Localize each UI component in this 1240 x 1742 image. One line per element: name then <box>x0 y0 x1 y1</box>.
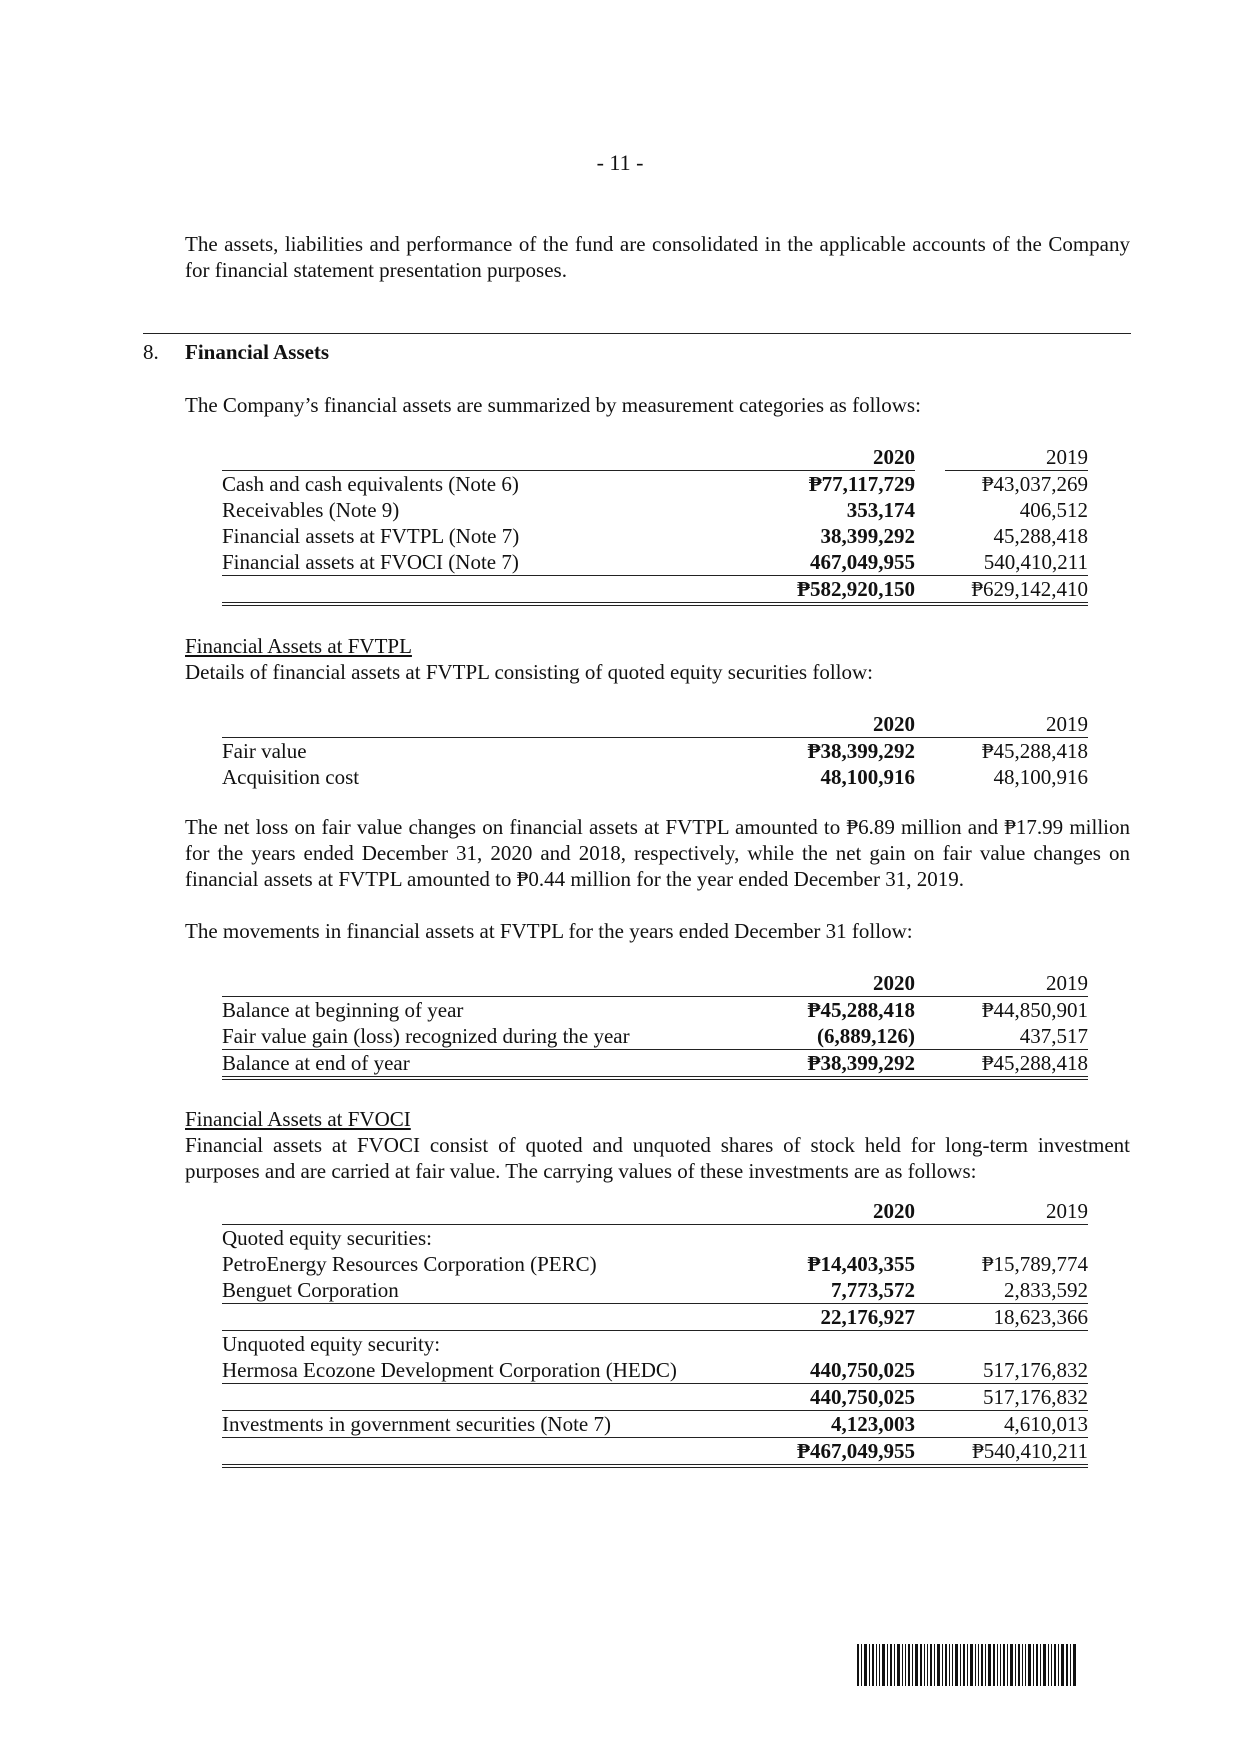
group-label-row <box>222 1331 1088 1358</box>
section-title: Financial Assets <box>185 340 330 364</box>
row-label: Cash and cash equivalents (Note 6) <box>222 471 695 498</box>
table-row <box>222 471 1088 498</box>
year-2019-header: 2019 <box>945 1198 1088 1225</box>
year-2020-header: 2020 <box>755 1198 915 1225</box>
unquoted-group-label: Unquoted equity security: <box>222 1332 441 1356</box>
value-2020: 440,750,025 <box>755 1357 915 1384</box>
row-label: Fair value <box>222 738 695 765</box>
value-2019: 45,288,418 <box>993 524 1088 548</box>
total-2020: ₱467,049,955 <box>755 1438 915 1467</box>
year-2019-header: 2019 <box>1046 712 1088 736</box>
table-row <box>222 523 1088 549</box>
table-row <box>222 764 1088 790</box>
table-row <box>222 1251 1088 1277</box>
summary-paragraph: The Company’s financial assets are summarized by measurement categories as follows: <box>185 393 921 417</box>
subtotal-2020: 22,176,927 <box>755 1304 915 1331</box>
value-2020: 353,174 <box>846 498 915 522</box>
value-2019: 4,610,013 <box>945 1411 1088 1438</box>
table-row <box>222 497 1088 523</box>
value-2020: 38,399,292 <box>820 524 915 548</box>
subtotal-2019: 18,623,366 <box>945 1304 1088 1331</box>
table-row <box>222 1357 1088 1384</box>
value-2020: 467,049,955 <box>755 549 915 576</box>
value-2020: ₱77,117,729 <box>808 472 915 496</box>
value-2019: ₱43,037,269 <box>981 472 1088 496</box>
value-2020: 7,773,572 <box>755 1277 915 1304</box>
value-2019: 406,512 <box>1019 498 1088 522</box>
table-row <box>222 738 1088 765</box>
total-2020: ₱582,920,150 <box>755 576 915 605</box>
value-2019: ₱45,288,418 <box>945 738 1088 765</box>
year-2020-header: 2020 <box>755 444 915 471</box>
row-label: Receivables (Note 9) <box>222 498 400 522</box>
fvtpl-details-table <box>222 711 1088 790</box>
value-2019: ₱45,288,418 <box>945 1050 1088 1079</box>
table-header-row <box>222 1198 1088 1225</box>
table-header-row <box>222 711 1088 738</box>
barcode <box>857 1644 1127 1686</box>
table-header-row <box>222 970 1088 997</box>
row-label: Benguet Corporation <box>222 1277 695 1304</box>
value-2019: ₱15,789,774 <box>981 1252 1088 1276</box>
value-2019: ₱44,850,901 <box>945 997 1088 1024</box>
fvtpl-description: Details of financial assets at FVTPL consisting of quoted equity securities follow: <box>185 660 874 684</box>
year-2019-header: 2019 <box>945 444 1088 471</box>
row-label: PetroEnergy Resources Corporation (PERC) <box>222 1252 597 1276</box>
value-2020: ₱45,288,418 <box>755 997 915 1024</box>
intro-paragraph: The assets, liabilities and performance of the fund are consolidated in the applicable accounts of the Company for financial statement presentation purposes. <box>185 232 1130 282</box>
total-row <box>222 1050 1088 1079</box>
fvoci-description: Financial assets at FVOCI consist of quoted and unquoted shares of stock held for long-term investment purposes and are carried at fair value. The carrying values of these investments are as follows: <box>185 1133 1130 1183</box>
year-2020-header: 2020 <box>873 712 915 736</box>
total-2019: ₱540,410,211 <box>945 1438 1088 1467</box>
value-2020: (6,889,126) <box>755 1023 915 1050</box>
subtotal-row <box>222 1304 1088 1331</box>
total-row <box>222 1438 1088 1467</box>
section-number: 8. <box>143 340 159 364</box>
financial-assets-summary-table <box>222 444 1088 606</box>
row-label: Acquisition cost <box>222 765 360 789</box>
page-number: - 11 - <box>596 150 644 175</box>
total-row <box>222 576 1088 605</box>
value-2020: ₱38,399,292 <box>755 738 915 765</box>
value-2020: 48,100,916 <box>820 765 915 789</box>
value-2019: 517,176,832 <box>945 1357 1088 1384</box>
fvtpl-movements-intro: The movements in financial assets at FVTPL for the years ended December 31 follow: <box>185 919 913 943</box>
year-2020-header: 2020 <box>873 971 915 995</box>
row-label: Financial assets at FVTPL (Note 7) <box>222 524 520 548</box>
value-2020: 4,123,003 <box>755 1411 915 1438</box>
fvtpl-heading: Financial Assets at FVTPL <box>185 634 412 658</box>
group-label-row <box>222 1225 1088 1252</box>
table-row <box>222 549 1088 576</box>
fvoci-carrying-values-table <box>222 1198 1088 1468</box>
value-2020: ₱38,399,292 <box>755 1050 915 1079</box>
table-row <box>222 1277 1088 1304</box>
value-2019: 437,517 <box>945 1023 1088 1050</box>
value-2019: 48,100,916 <box>993 765 1088 789</box>
table-row <box>222 997 1088 1024</box>
quoted-group-label: Quoted equity securities: <box>222 1226 432 1250</box>
row-label: Fair value gain (loss) recognized during the year <box>222 1023 695 1050</box>
row-label: Financial assets at FVOCI (Note 7) <box>222 549 695 576</box>
row-label: Balance at beginning of year <box>222 997 695 1024</box>
row-label: Hermosa Ecozone Development Corporation (HEDC) <box>222 1357 695 1384</box>
year-2019-header: 2019 <box>1046 971 1088 995</box>
table-row <box>222 1411 1088 1438</box>
subtotal-2020: 440,750,025 <box>755 1384 915 1411</box>
subtotal-row <box>222 1384 1088 1411</box>
row-label: Balance at end of year <box>222 1050 695 1079</box>
value-2019: 2,833,592 <box>945 1277 1088 1304</box>
value-2019: 540,410,211 <box>945 549 1088 576</box>
table-header-row <box>222 444 1088 471</box>
fvoci-heading: Financial Assets at FVOCI <box>185 1107 411 1131</box>
fvtpl-net-loss-paragraph: The net loss on fair value changes on financial assets at FVTPL amounted to ₱6.89 million and ₱17.99 million for the years ended December 31, 2020 and 2018, respectively, while the net gain on fair value changes on financial assets at FVTPL amounted to ₱0.44 million for the year ended December 31, 2019. <box>185 815 1130 891</box>
row-label: Investments in government securities (Note 7) <box>222 1411 695 1438</box>
subtotal-2019: 517,176,832 <box>945 1384 1088 1411</box>
total-2019: ₱629,142,410 <box>945 576 1088 605</box>
value-2020: ₱14,403,355 <box>807 1252 915 1276</box>
section-divider <box>143 333 1131 334</box>
fvtpl-movements-table <box>222 970 1088 1080</box>
table-row <box>222 1023 1088 1050</box>
